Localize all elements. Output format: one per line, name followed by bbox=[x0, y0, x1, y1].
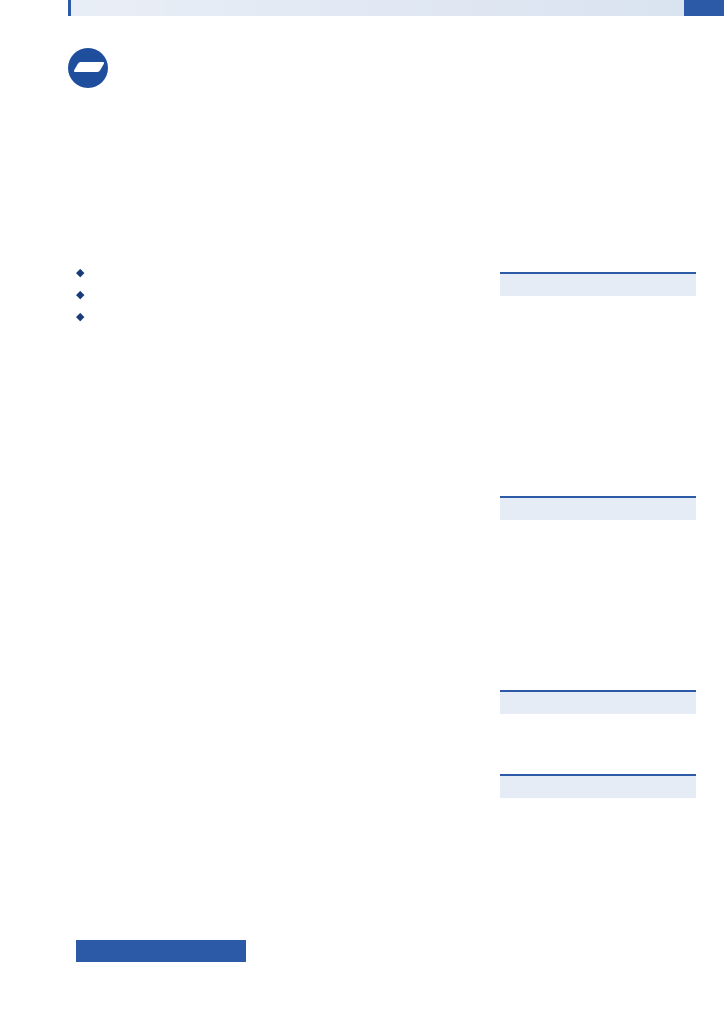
section-heading bbox=[76, 284, 492, 306]
diamond-icon: ◆ bbox=[76, 288, 85, 301]
basic-data-heading bbox=[500, 272, 696, 296]
risk-banner bbox=[76, 940, 246, 962]
chart-heading bbox=[500, 496, 696, 520]
related-reports-heading bbox=[500, 774, 696, 798]
top-corner-decoration bbox=[684, 0, 724, 16]
diamond-icon: ◆ bbox=[76, 310, 85, 323]
section-heading bbox=[76, 262, 492, 284]
avic-logo-icon bbox=[68, 48, 108, 88]
diamond-icon: ◆ bbox=[76, 266, 85, 279]
company-logo bbox=[64, 44, 244, 90]
authors-heading bbox=[500, 690, 696, 714]
main-content bbox=[76, 262, 492, 328]
section-heading bbox=[76, 306, 492, 328]
top-decoration bbox=[68, 0, 724, 16]
price-chart bbox=[500, 524, 696, 684]
